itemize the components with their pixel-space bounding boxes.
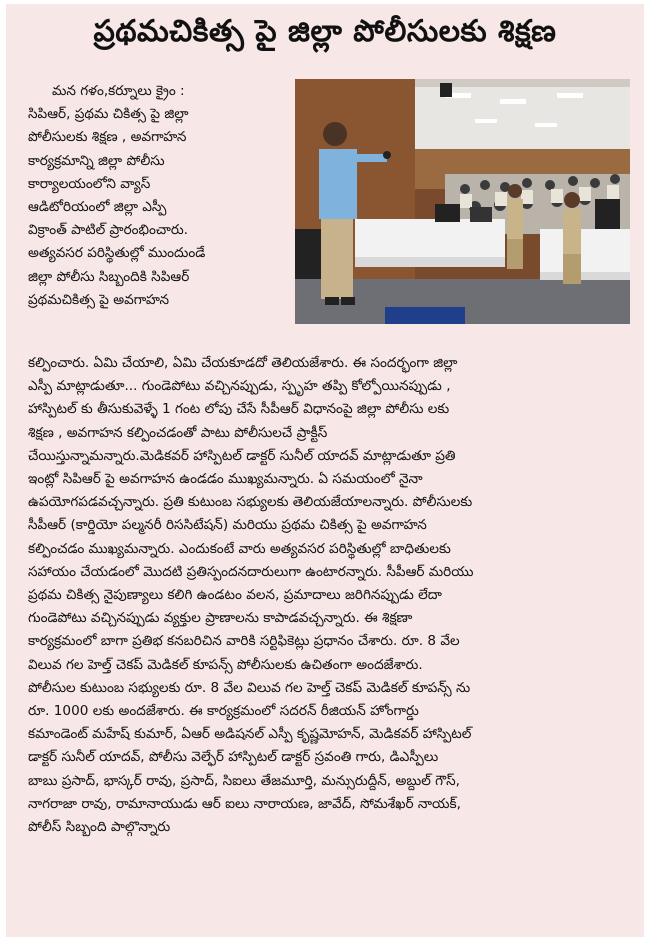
news-clipping [6, 4, 644, 937]
body-line: ఉపయోగపడవచ్చన్నారు. ప్రతి కుటుంబ సభ్యులకు తెలియజేయాలన్నారు. పోలీసులకు [28, 494, 473, 511]
body-line: చేయిస్తున్నామన్నారు.మెడికవర్ హాస్పిటల్ డాక్టర్ సునీల్ యాదవ్ మాట్లాడుతూ ప్రతి [28, 447, 456, 464]
body-line: ఎస్పీ మాట్లాడుతూ... గుండెపోటు వచ్చినప్పుడు, స్పృహ తప్పి కోల్పోయినప్పుడు , [28, 378, 451, 395]
body-line: కల్పించడం ముఖ్యమన్నారు. ఎందుకంటే వారు అత్యవసర పరిస్థితుల్లో బాధితులకు [28, 540, 451, 557]
article-body [28, 352, 636, 839]
lead-line: ఆడిటోరియంలో జిల్లా ఎస్పీ [28, 199, 167, 216]
body-line: గుండెపోటు వచ్చినప్పుడు వ్యక్తుల ప్రాణాలను కాపాడవచ్చన్నారు. ఈ శిక్షణా [28, 610, 413, 627]
dateline: మన గళం,కర్నూలు క్రైం : [52, 83, 185, 99]
auditorium-scene [295, 79, 630, 324]
body-line: హాస్పిటల్ కు తీసుకువెళ్ళే 1 గంట లోపు చేసే సీపీఆర్ విధానంపై జిల్లా పోలీసు లకు [28, 401, 450, 418]
body-line: పోలీసుల కుటుంబ సభ్యులకు రూ. 8 వేల విలువ గల హెల్త్ చెకప్ మెడికల్ కూపన్స్ ను [28, 679, 471, 696]
body-line: సహాయం చేయడంలో మొదటి ప్రతిస్పందనదారులుగా ఉంటారన్నారు. సీపీఆర్ మరియు [28, 563, 474, 580]
body-line: శిక్షణ , అవగాహన కల్పించడంతో పాటు పోలీసులచే ప్రాక్టీస్ [28, 424, 328, 441]
body-line: కల్పించారు. ఏమి చేయాలి, ఏమి చేయకూడదో తెలియజేశారు. ఈ సందర్భంగా జిల్లా [28, 355, 458, 371]
body-line: నాగరాజా రావు, రామానాయుడు ఆర్ ఐలు నారాయణ, జావేద్, సోమశేఖర్ నాయక్, [28, 795, 461, 812]
lead-line: పోలీసులకు శిక్షణ , అవగాహన [28, 129, 187, 146]
lead-line: కార్యాలయంలోని వ్యాస్ [28, 175, 151, 192]
lead-line: కార్యక్రమాన్ని జిల్లా పోలీసు [28, 152, 165, 169]
body-line: ఇంట్లో సిపిఆర్ పై అవగాహన ఉండడం ముఖ్యమన్నారు. ఏ సమయంలో నైనా [28, 471, 423, 488]
body-line: రూ. 1000 లకు అందజేశారు. ఈ కార్యక్రమంలో సదరన్ రీజియన్ హోంగార్డు [28, 703, 419, 720]
body-line: ప్రథమ చికిత్స నైపుణ్యాలు కలిగి ఉండటం వలన, ప్రమాదాలు జరిగినప్పుడు లేదా [28, 587, 442, 604]
headline: ప్రథమచికిత్స పై జిల్లా పోలీసులకు శిక్షణ [93, 14, 557, 49]
lead-line: సిపిఆర్, ప్రథమ చికిత్స పై జిల్లా [28, 106, 189, 123]
body-line: బాబు ప్రసాద్, భాస్కర్ రావు, ప్రసాద్, సిఐలు తేజమూర్తి, మన్సురుద్దీన్, అబ్దుల్ గౌస్, [28, 772, 461, 789]
lead-line: ప్రథమచికిత్స పై అవగాహన [28, 291, 170, 308]
body-line: డాక్టర్ సునీల్ యాదవ్, పోలీసు వెల్ఫేర్ హాస్పిటల్ డాక్టర్ స్రవంతి గారు, డిఎస్పీలు [28, 749, 439, 766]
lead-line: అత్యవసర పరిస్థితుల్లో ముందుండే [28, 245, 206, 262]
body-line: సీపీఆర్ (కార్డియో పల్మనరీ రిససిటేషన్) మరియు ప్రథమ చికిత్స పై అవగాహన [28, 517, 427, 534]
body-line: విలువ గల హెల్త్ చెకప్ మెడికల్ కూపన్స్ పోలీసులకు ఉచితంగా అందజేశారు. [28, 656, 423, 673]
body-line: కార్యక్రమంలో బాగా ప్రతిభ కనబరిచిన వారికి సర్టిఫికెట్లు ప్రధానం చేశారు. రూ. 8 వేల [28, 633, 460, 650]
training-photo [295, 79, 630, 324]
body-line: పోలీస్ సిబ్బంది పాల్గొన్నారు [28, 819, 171, 836]
body-line: కమాండెంట్ మహేష్ కుమార్, ఏఆర్ అడిషనల్ ఎస్పీ కృష్ణమోహన్, మెడికవర్ హాస్పిటల్ [28, 726, 472, 743]
lead-line: విక్రాంత్ పాటిల్ ప్రారంభించారు. [28, 222, 188, 239]
lead-column [28, 80, 290, 312]
lead-line: జిల్లా పోలీసు సిబ్బందికి సిపిఆర్ [28, 268, 190, 285]
